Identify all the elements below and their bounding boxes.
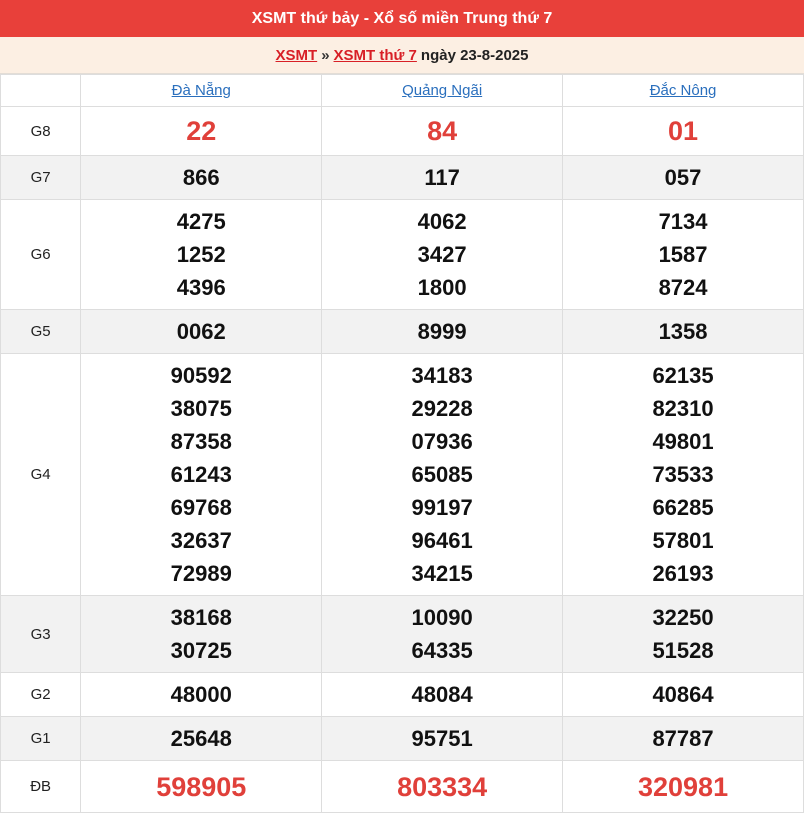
prize-row — [1, 717, 804, 761]
breadcrumb — [0, 37, 804, 74]
result-number: 61243 — [170, 462, 232, 487]
prize-cell — [81, 596, 322, 673]
province-header — [81, 75, 322, 107]
result-number: 66285 — [652, 495, 714, 520]
result-number: 57801 — [652, 528, 714, 553]
highlight-number: 320981 — [637, 771, 729, 802]
page-title: XSMT thứ bảy - Xổ số miền Trung thứ 7 — [0, 0, 804, 37]
province-link-quang-ngai[interactable]: Quảng Ngãi — [402, 82, 483, 99]
result-number: 72989 — [170, 561, 232, 586]
prize-row — [1, 596, 804, 673]
result-number: 96461 — [411, 528, 473, 553]
prize-cell — [563, 354, 804, 596]
result-number: 87787 — [652, 726, 714, 751]
result-number: 1252 — [176, 242, 226, 267]
result-number: 32637 — [170, 528, 232, 553]
prize-cell — [563, 200, 804, 310]
breadcrumb-link-xsmt[interactable]: XSMT — [275, 46, 318, 64]
highlight-number: 598905 — [156, 771, 247, 802]
result-number: 866 — [182, 165, 220, 190]
prize-row — [1, 156, 804, 200]
result-number: 10090 — [411, 605, 473, 630]
highlight-number: 84 — [427, 116, 458, 146]
result-number: 1800 — [417, 275, 467, 300]
result-number: 38075 — [170, 396, 232, 421]
prize-cell — [322, 310, 563, 354]
prize-row — [1, 310, 804, 354]
result-number: 29228 — [411, 396, 473, 421]
result-number: 49801 — [652, 429, 714, 454]
result-number: 26193 — [652, 561, 714, 586]
result-number: 65085 — [411, 462, 473, 487]
result-number: 69768 — [170, 495, 232, 520]
prize-cell — [81, 761, 322, 813]
prize-row — [1, 200, 804, 310]
result-number: 73533 — [652, 462, 714, 487]
prize-cell — [563, 717, 804, 761]
prize-label: ĐB — [1, 761, 81, 813]
prize-cell — [81, 673, 322, 717]
prize-label: G3 — [1, 596, 81, 673]
prize-table-body — [1, 107, 804, 813]
result-number: 40864 — [652, 682, 714, 707]
result-number: 30725 — [170, 638, 232, 663]
prize-label: G2 — [1, 673, 81, 717]
prize-row — [1, 673, 804, 717]
draw-date: ngày 23-8-2025 — [420, 46, 529, 64]
prize-label: G6 — [1, 200, 81, 310]
result-number: 90592 — [170, 363, 232, 388]
province-header — [322, 75, 563, 107]
result-number: 62135 — [652, 363, 714, 388]
highlight-number: 01 — [668, 116, 699, 146]
breadcrumb-link-xsmt-day[interactable]: XSMT thứ 7 — [333, 46, 417, 64]
result-number: 8999 — [417, 319, 467, 344]
province-link-dac-nong[interactable]: Đắc Nông — [649, 82, 717, 99]
province-header — [563, 75, 804, 107]
prize-label: G4 — [1, 354, 81, 596]
prize-cell — [81, 107, 322, 156]
prize-cell — [81, 200, 322, 310]
breadcrumb-separator: » — [321, 46, 330, 64]
result-number: 32250 — [652, 605, 714, 630]
prize-row — [1, 107, 804, 156]
result-number: 48084 — [411, 682, 473, 707]
result-number: 82310 — [652, 396, 714, 421]
result-number: 48000 — [170, 682, 232, 707]
prize-cell — [563, 310, 804, 354]
highlight-number: 803334 — [397, 771, 488, 802]
prize-cell — [322, 673, 563, 717]
prize-cell — [563, 673, 804, 717]
prize-row — [1, 761, 804, 813]
prize-cell — [322, 200, 563, 310]
prize-cell — [563, 107, 804, 156]
result-number: 117 — [424, 165, 460, 190]
prize-cell — [322, 354, 563, 596]
province-header-row — [1, 75, 804, 107]
result-number: 07936 — [411, 429, 473, 454]
result-number: 25648 — [170, 726, 232, 751]
prize-cell — [322, 761, 563, 813]
province-link-da-nang[interactable]: Đà Nẵng — [171, 82, 231, 99]
prize-cell — [81, 156, 322, 200]
result-number: 34183 — [411, 363, 473, 388]
prize-cell — [81, 354, 322, 596]
results-table — [0, 74, 804, 813]
prize-cell — [563, 761, 804, 813]
prize-label: G5 — [1, 310, 81, 354]
result-number: 95751 — [411, 726, 473, 751]
result-number: 1587 — [658, 242, 708, 267]
result-number: 4396 — [176, 275, 226, 300]
result-number: 1358 — [658, 319, 708, 344]
result-number: 99197 — [411, 495, 473, 520]
result-number: 4275 — [176, 209, 226, 234]
result-number: 7134 — [658, 209, 708, 234]
highlight-number: 22 — [186, 116, 217, 146]
prize-cell — [322, 717, 563, 761]
prize-label: G1 — [1, 717, 81, 761]
prize-cell — [81, 310, 322, 354]
prize-cell — [322, 156, 563, 200]
prize-label: G8 — [1, 107, 81, 156]
result-number: 4062 — [417, 209, 467, 234]
prize-label: G7 — [1, 156, 81, 200]
result-number: 0062 — [176, 319, 226, 344]
result-number: 38168 — [170, 605, 232, 630]
result-number: 64335 — [411, 638, 473, 663]
corner-cell — [1, 75, 81, 107]
result-number: 8724 — [658, 275, 708, 300]
prize-cell — [322, 596, 563, 673]
result-number: 057 — [664, 165, 702, 190]
result-number: 51528 — [652, 638, 714, 663]
prize-cell — [563, 596, 804, 673]
prize-row — [1, 354, 804, 596]
result-number: 34215 — [411, 561, 473, 586]
prize-cell — [322, 107, 563, 156]
prize-cell — [563, 156, 804, 200]
result-number: 3427 — [417, 242, 467, 267]
result-number: 87358 — [170, 429, 232, 454]
prize-cell — [81, 717, 322, 761]
